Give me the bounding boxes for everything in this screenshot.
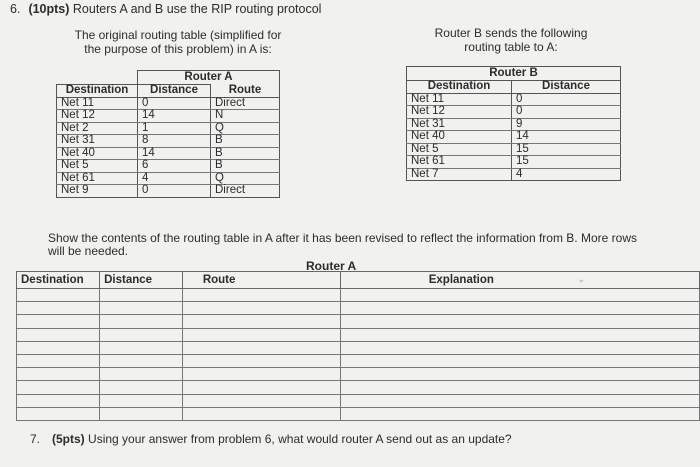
- table-row: [57, 160, 280, 173]
- router-b-intro: [416, 26, 606, 54]
- table-row: [17, 394, 700, 407]
- table-row: [407, 93, 621, 106]
- cell-destination: Net 31: [407, 118, 512, 131]
- answer-cell[interactable]: [17, 354, 100, 367]
- cell-distance: 14: [138, 147, 211, 160]
- answer-cell[interactable]: [17, 341, 100, 354]
- table-row: [57, 122, 280, 135]
- answer-cell[interactable]: [17, 381, 100, 394]
- table-row: [57, 185, 280, 198]
- answer-cell[interactable]: [341, 354, 700, 367]
- router-b-table-title: Router B: [407, 67, 621, 81]
- answer-cell[interactable]: [100, 315, 183, 328]
- cell-destination: Net 5: [407, 143, 512, 156]
- cell-distance: 4: [512, 168, 621, 181]
- answer-cell[interactable]: [100, 407, 183, 420]
- table-row: [17, 302, 700, 315]
- header-destination: Destination: [57, 85, 138, 98]
- cell-distance: 0: [512, 93, 621, 106]
- table-row: [17, 328, 700, 341]
- cell-route: Direct: [211, 97, 280, 110]
- answer-cell[interactable]: [182, 289, 340, 302]
- table-row: [57, 110, 280, 123]
- router-a-intro-line2: the purpose of this problem) in A is:: [84, 42, 272, 56]
- answer-cell[interactable]: [182, 315, 340, 328]
- cell-route: Q: [211, 172, 280, 185]
- instructions: [48, 232, 668, 258]
- cell-destination: Net 5: [57, 160, 138, 173]
- cell-distance: 14: [138, 110, 211, 123]
- cell-destination: Net 12: [407, 106, 512, 119]
- answer-cell[interactable]: [182, 368, 340, 381]
- table-row: [17, 407, 700, 420]
- cell-distance: 0: [138, 185, 211, 198]
- answer-cell[interactable]: [182, 381, 340, 394]
- cell-route: Q: [211, 122, 280, 135]
- chevron-down-icon: ⌄: [577, 274, 585, 284]
- cell-distance: 15: [512, 156, 621, 169]
- router-a-intro: [58, 28, 298, 56]
- answer-cell[interactable]: [182, 407, 340, 420]
- answer-header-distance: Distance: [100, 272, 183, 289]
- router-b-table: [406, 66, 621, 181]
- cell-destination: Net 61: [57, 172, 138, 185]
- cell-destination: Net 11: [407, 93, 512, 106]
- answer-cell[interactable]: [100, 289, 183, 302]
- answer-cell[interactable]: [17, 302, 100, 315]
- answer-header-explanation: [341, 272, 700, 289]
- table-row: [407, 131, 621, 144]
- answer-cell[interactable]: [341, 394, 700, 407]
- answer-cell[interactable]: [100, 368, 183, 381]
- table-row: [17, 341, 700, 354]
- answer-cell[interactable]: [182, 394, 340, 407]
- cell-route: N: [211, 110, 280, 123]
- cell-distance: 9: [512, 118, 621, 131]
- answer-cell[interactable]: [341, 315, 700, 328]
- table-row: [407, 118, 621, 131]
- answer-cell[interactable]: [182, 302, 340, 315]
- question-7-text: Using your answer from problem 6, what would router A send out as an update?: [88, 432, 512, 446]
- question-6: [10, 2, 321, 16]
- table-row: [407, 156, 621, 169]
- router-b-intro-line2: routing table to A:: [464, 40, 558, 54]
- answer-cell[interactable]: [341, 302, 700, 315]
- answer-cell[interactable]: [17, 328, 100, 341]
- question-6-text: Routers A and B use the RIP routing protocol: [72, 2, 322, 16]
- question-7: [30, 432, 512, 446]
- table-row: [17, 368, 700, 381]
- answer-cell[interactable]: [17, 315, 100, 328]
- instructions-line2: will be needed.: [48, 244, 129, 258]
- answer-header-explanation-label: Explanation: [428, 274, 494, 286]
- cell-destination: Net 11: [57, 97, 138, 110]
- answer-header-route: Route: [182, 272, 340, 289]
- cell-destination: Net 9: [57, 185, 138, 198]
- answer-cell[interactable]: [182, 354, 340, 367]
- router-a-table-title: Router A: [138, 71, 280, 85]
- header-distance: Distance: [512, 81, 621, 94]
- answer-cell[interactable]: [17, 368, 100, 381]
- cell-destination: Net 7: [407, 168, 512, 181]
- cell-route: B: [211, 160, 280, 173]
- cell-distance: 1: [138, 122, 211, 135]
- cell-route: B: [211, 135, 280, 148]
- answer-cell[interactable]: [341, 328, 700, 341]
- header-destination: Destination: [407, 81, 512, 94]
- cell-destination: Net 40: [57, 147, 138, 160]
- table-row: [407, 106, 621, 119]
- question-7-number: 7.: [30, 432, 41, 446]
- cell-route: B: [211, 147, 280, 160]
- answer-cell[interactable]: [341, 381, 700, 394]
- cell-destination: Net 40: [407, 131, 512, 144]
- answer-cell[interactable]: [341, 407, 700, 420]
- answer-table-title: Router A: [306, 259, 357, 273]
- router-b-intro-line1: Router B sends the following: [434, 26, 588, 40]
- answer-table: [16, 271, 700, 421]
- cell-destination: Net 61: [407, 156, 512, 169]
- answer-header-destination: Destination: [17, 272, 100, 289]
- table-row: [407, 143, 621, 156]
- answer-cell[interactable]: [17, 289, 100, 302]
- cell-distance: 15: [512, 143, 621, 156]
- answer-cell[interactable]: [341, 289, 700, 302]
- cell-destination: Net 31: [57, 135, 138, 148]
- answer-cell[interactable]: [182, 328, 340, 341]
- table-row: [57, 97, 280, 110]
- table-row: [17, 289, 700, 302]
- cell-distance: 4: [138, 172, 211, 185]
- answer-cell[interactable]: [100, 302, 183, 315]
- cell-destination: Net 12: [57, 110, 138, 123]
- cell-destination: Net 2: [57, 122, 138, 135]
- cell-distance: 6: [138, 160, 211, 173]
- table-row: [57, 135, 280, 148]
- answer-cell[interactable]: [341, 368, 700, 381]
- header-route: Route: [211, 85, 280, 98]
- question-7-points: (5pts): [52, 432, 85, 446]
- answer-cell[interactable]: [100, 328, 183, 341]
- answer-cell[interactable]: [17, 407, 100, 420]
- table-row: [17, 354, 700, 367]
- answer-cell[interactable]: [17, 394, 100, 407]
- table-row: [57, 147, 280, 160]
- header-distance: Distance: [138, 85, 211, 98]
- table-row: [407, 168, 621, 181]
- answer-cell[interactable]: [100, 341, 183, 354]
- answer-cell[interactable]: [100, 394, 183, 407]
- cell-distance: 0: [138, 97, 211, 110]
- table-row: [17, 381, 700, 394]
- answer-cell[interactable]: [100, 354, 183, 367]
- router-a-intro-line1: The original routing table (simplified for: [74, 28, 282, 42]
- question-6-points: (10pts): [28, 2, 70, 16]
- cell-distance: 8: [138, 135, 211, 148]
- instructions-line1: Show the contents of the routing table in A after it has been revised to reflect the information from B. More rows: [48, 231, 637, 245]
- cell-distance: 14: [512, 131, 621, 144]
- table-row: [17, 315, 700, 328]
- cell-route: Direct: [211, 185, 280, 198]
- answer-cell[interactable]: [182, 341, 340, 354]
- answer-cell[interactable]: [100, 381, 183, 394]
- question-6-number: 6.: [10, 2, 21, 16]
- answer-cell[interactable]: [341, 341, 700, 354]
- cell-distance: 0: [512, 106, 621, 119]
- router-a-table: [56, 70, 280, 198]
- table-row: [57, 172, 280, 185]
